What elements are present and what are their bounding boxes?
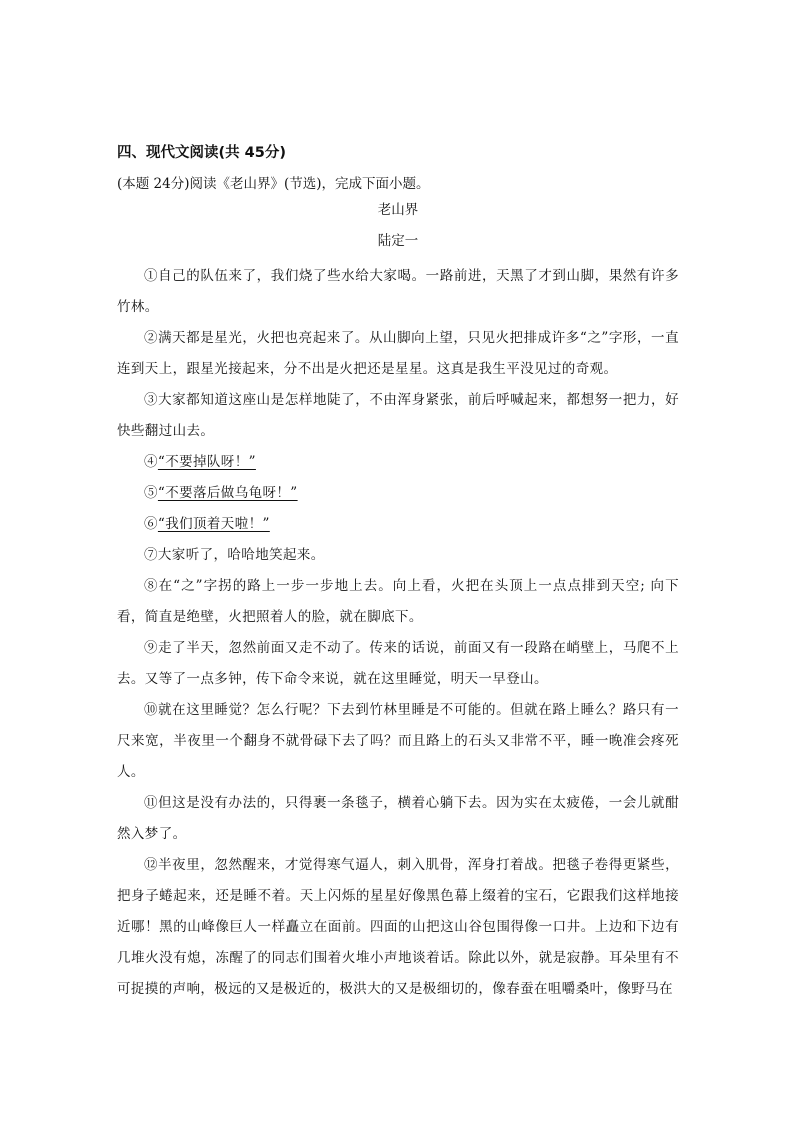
paragraph-text: 自己的队伍来了，我们烧了些水给大家喝。一路前进，天黑了才到山脚，果然有许多竹林。: [117, 268, 679, 315]
paragraph-2: [117, 323, 679, 385]
paragraph-number: ⑪: [144, 795, 159, 811]
paragraph-text: 大家都知道这座山是怎样地陡了，不由浑身紧张，前后呼喊起来，都想努一把力，好快些翻过山去。: [117, 392, 679, 439]
paragraph-number: ⑧: [144, 578, 159, 594]
paragraph-number: ⑥: [144, 516, 158, 532]
paragraph-number: ⑩: [144, 702, 159, 718]
paragraph-text: 就在这里睡觉？怎么行呢？下去到竹林里睡是不可能的。但就在路上睡么？路只有一尺来宽，半夜里一个翻身不就骨碌下去了吗？而且路上的石头又非常不平，睡一晚准会疼死人。: [117, 702, 679, 780]
paragraph-12: [117, 850, 679, 1005]
underlined-quote: “我们顶着天啦！”: [157, 516, 270, 532]
paragraph-number: ①: [144, 268, 159, 284]
paragraph-text: 但这是没有办法的，只得裹一条毯子，横着心躺下去。因为实在太疲倦，一会儿就酣然入梦了。: [117, 795, 679, 842]
paragraph-11: [117, 788, 679, 850]
paragraph-number: ⑨: [144, 640, 159, 656]
paragraph-number: ⑦: [144, 547, 158, 563]
paragraph-7: [117, 540, 679, 571]
paragraph-5: [117, 478, 679, 509]
paragraph-text: 半夜里，忽然醒来，才觉得寒气逼人，刺入肌骨，浑身打着战。把毯子卷得更紧些，把身子蜷起来，还是睡不着。天上闪烁的星星好像黑色幕上缀着的宝石，它跟我们这样地接近哪！黑的山峰像巨人一样矗立在面前。四面的山把这山谷包围得像一口井。上边和下边有几堆火没有熄，冻醒了的同志们围着火堆小声地谈着话。除此以外，就是寂静。耳朵里有不可捉摸的声响，极远的又是极近的，极洪大的又是极细切的，像春蚕在咀嚼桑叶，像野马在: [117, 857, 679, 997]
paragraph-10: [117, 695, 679, 788]
section-title: 四、现代文阅读(共 45分): [117, 145, 286, 161]
paragraph-number: ⑤: [144, 485, 158, 501]
paragraph-3: [117, 385, 679, 447]
paragraph-text: 走了半天，忽然前面又走不动了。传来的话说，前面又有一段路在峭壁上，马爬不上去。又等了一点多钟，传下命令来说，就在这里睡觉，明天一早登山。: [117, 640, 679, 687]
paragraph-8: [117, 571, 679, 633]
paragraph-number: ⑫: [144, 857, 159, 873]
paragraph-number: ③: [144, 392, 159, 408]
article-author: 陆定一: [377, 233, 419, 249]
paragraph-1: [117, 261, 679, 323]
paragraph-text: 在“之”字拐的路上一步一步地上去。向上看，火把在头顶上一点点排到天空; 向下看，简直是绝壁，火把照着人的脸，就在脚底下。: [117, 578, 679, 625]
underlined-quote: “不要落后做乌龟呀！”: [157, 485, 298, 501]
question-intro: (本题 24分)阅读《老山界》(节选)，完成下面小题。: [117, 176, 430, 192]
paragraph-6: [117, 509, 679, 540]
underlined-quote: “不要掉队呀！”: [157, 454, 256, 470]
paragraph-text: 满天都是星光，火把也亮起来了。从山脚向上望，只见火把排成许多“之”字形，一直连到天上，跟星光接起来，分不出是火把还是星星。这真是我生平没见过的奇观。: [117, 330, 679, 377]
page-content: [117, 142, 679, 1005]
paragraph-4: [117, 447, 679, 478]
paragraph-number: ④: [144, 454, 158, 470]
article-title: 老山界: [377, 202, 419, 218]
paragraph-number: ②: [144, 330, 159, 346]
paragraph-text: 大家听了，哈哈地笑起来。: [157, 547, 325, 563]
paragraph-9: [117, 633, 679, 695]
